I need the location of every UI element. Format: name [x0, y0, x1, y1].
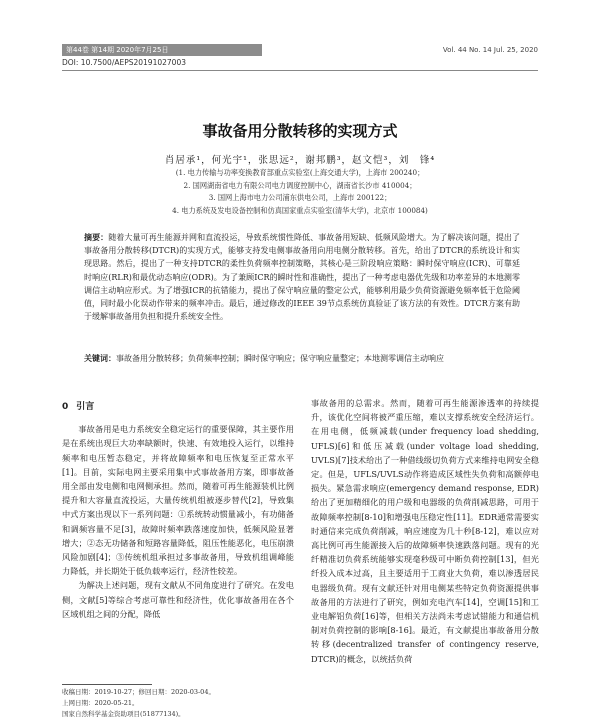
footnote-funding: 国家自然科学基金资助项目(51877134)。 [62, 710, 185, 718]
footnote-online: 上网日期：2020-05-21。 [62, 699, 139, 707]
abstract-text: 随着大量可再生能源并网和直流投运，导致系统惯性降低、事故备用短缺、低频风险增大。为了解决该问题，提出了事故备用分散转移(DTCR)的实现方式，能够支持发电侧事故备用向用电侧分散转移。首先，给出了DTCR的系统设计和实现思路。然后，提出了一种支持DTCR的柔性负荷频率控制策略，其核心是三阶段响应策略：瞬时保守响应(ICR)、可靠延时响应(RLR)和最优动态响应(ODR)。为了兼顾ICR的瞬时性和准确性，提出了一种考虑电器优先级和功率差异的本地测零调信主动响应形式。为了增强ICR的抗错能力，提出了保守响应量的整定公式，能够利用最少负荷资源避免频率低于危险阈值，同时最小化误动作带来的频率冲击。最后，通过修改的IEEE 39节点系统仿真验证了该方法的有效性。DTCR方案有助于缓解事故备用负担和提升系统安全性。 [84, 233, 521, 322]
author-list: 肖居承¹，何光宇¹，张思远²，谢邦鹏³，赵文恺³，刘 锋⁴ [164, 155, 436, 166]
journal-issue-banner: 第44卷 第14期 2020年7月25日 [62, 44, 262, 56]
left-column [62, 400, 294, 621]
header-divider [62, 70, 538, 71]
right-column [311, 396, 539, 666]
section-heading [62, 400, 294, 414]
affiliations [0, 167, 600, 217]
footnote-received: 收稿日期：2019-10-27；修回日期：2020-03-04。 [62, 688, 215, 696]
affiliation-2: 2. 国网湖南省电力有限公司电力调度控制中心，湖南省长沙市 410004； [183, 180, 417, 190]
footnote-divider [62, 684, 152, 685]
doi[interactable]: DOI: 10.7500/AEPS20191027003 [62, 58, 186, 67]
keywords [84, 352, 520, 365]
keywords-label: 关键词： [84, 354, 116, 363]
body-paragraph: 为解决上述问题，现有文献从不同角度进行了研究。在发电侧，文献[5]等综合考虑可靠性和经济性，优化事故备用在各个区域机组之间的分配，降低 [62, 580, 294, 619]
abstract-label: 摘要： [84, 233, 109, 242]
body-paragraph: 事故备用的总需求。然而，随着可再生能源渗透率的持续提升，该优化空间将被严重压缩，难以支撑系统安全经济运行。在用电侧，低频减载(under frequency load shedding, UFLS)[6]和低压减载(under voltage load shedding, UVLS)[7]技术给出了一种借线级切负荷方式来维持电网安全稳定。但是，UFLS/UVLS动作将造成区域性失负荷和高额停电损失。紧急需求响应(emergency demand response, EDR)给出了更加精细化的用户级和电器级的负荷削减思路，可用于故障频率控制[8-10]和增强电压稳定性[11]。EDR通常需要实时通信来完成负荷削减，响应速度为几十秒[8-12]，难以应对高比例可再生能源接入后的故障频率快速跌落问题。现有的光纤精准切负荷系统能够实现毫秒级可中断负荷控制[13]，但光纤投入成本过高，且主要适用于工商业大负荷，难以渗透居民电器级负荷。现有文献还针对用电侧某些特定负荷资源提供事故备用的方法进行了研究，例如充电汽车[14]，空调[15]和工业电解铝负荷[16]等，但相关方法尚未考虑试错能力和通信机制对负荷控制的影响[8-16]。最近，有文献提出事故备用分散转移(decentralized transfer of contingency reserve, DTCR)的概念，以统括负荷 [311, 398, 539, 664]
section-number: 0 [62, 402, 69, 412]
section-title: 引言 [76, 402, 95, 412]
footnotes [62, 687, 215, 720]
affiliation-4: 4. 电力系统及发电设备控制和仿真国家重点实验室(清华大学)，北京市 100084) [172, 205, 428, 215]
affiliation-1: (1. 电力传输与功率变换教育部重点实验室(上海交通大学)，上海市 200240； [175, 168, 425, 177]
abstract [84, 231, 520, 323]
journal-issue-english: Vol. 44 No. 14 Jul. 25, 2020 [442, 46, 538, 54]
paper-title: 事故备用分散转移的实现方式 [202, 122, 398, 140]
affiliation-3: 3. 国网上海市电力公司浦东供电公司，上海市 200122； [208, 193, 392, 202]
keywords-text: 事故备用分散转移；负荷频率控制；瞬时保守响应；保守响应量整定；本地测零调信主动响应 [116, 354, 444, 363]
body-paragraph: 事故备用是电力系统安全稳定运行的重要保障，其主要作用是在系统出现巨大功率缺额时，快速、有效地投入运行，以维持频率和电压暂态稳定，并将故障频率和电压恢复至正常水平[1]。目前，实际电网主要采用集中式事故备用方案，即事故备用全部由发电侧和电网侧承担。然而，随着可再生能源装机比例提升和大容量直流投运，大量传统机组被逐步替代[2]，导致集中式方案出现以下一系列问题：①系统转动惯量减小，有功储备和调频容量不足[3]，故障时频率跌落速度加快，低频风险显著增大；②态无功储备和短路容量降低，阻压性能恶化，电压崩溃风险加剧[4]；③传统机组承担过多事故备用，导致机组调峰能力降低，并长期处于低负载率运行，经济性较差。 [62, 424, 294, 577]
